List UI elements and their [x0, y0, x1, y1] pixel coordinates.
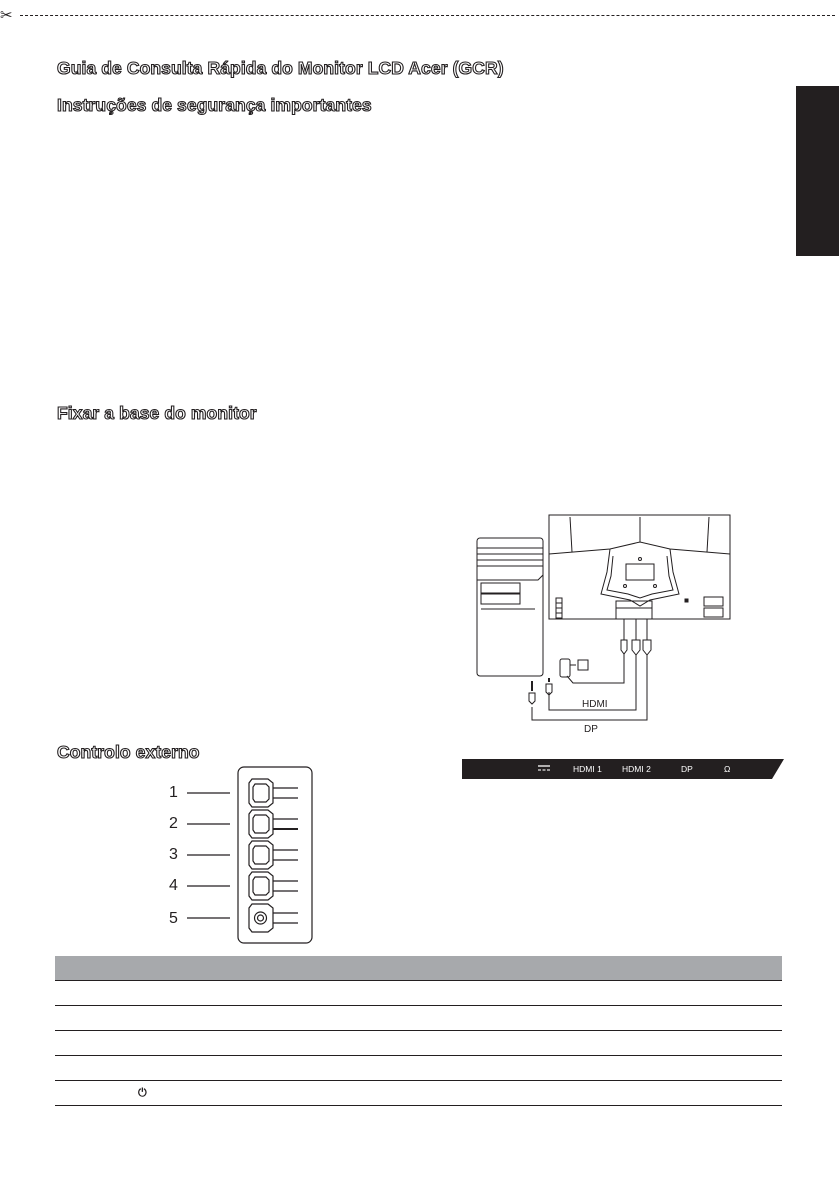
- headphone-icon: Ω: [724, 764, 731, 774]
- monitor-back-illustration: [549, 515, 730, 619]
- hdmi-cable-label: HDMI: [582, 699, 608, 710]
- safety-heading: Instruções de segurança importantes: [57, 95, 372, 115]
- control-button-4: [249, 872, 298, 900]
- function-table: [55, 956, 782, 1106]
- connection-diagram: [470, 512, 732, 742]
- table-row: [55, 1081, 782, 1106]
- port-hdmi-2: HDMI 2: [622, 764, 651, 774]
- table-row: [55, 980, 782, 1006]
- table-row: [55, 1056, 782, 1081]
- button-number-4: 4: [169, 877, 178, 894]
- control-button-2: [249, 810, 298, 838]
- table-header: [55, 956, 782, 980]
- external-control-heading: Controlo externo: [57, 742, 200, 762]
- scissors-icon: ✂: [0, 6, 13, 24]
- button-number-5: 5: [169, 910, 178, 927]
- input-port-bar: [462, 759, 784, 779]
- stand-heading: Fixar a base do monitor: [57, 403, 257, 423]
- button-number-1: 1: [169, 784, 178, 801]
- control-button-1: [249, 779, 298, 807]
- button-number-2: 2: [169, 815, 178, 832]
- port-dp: DP: [681, 764, 693, 774]
- document-title: Guia de Consulta Rápida do Monitor LCD Acer (GCR): [57, 58, 504, 78]
- power-icon: ⏻: [138, 1086, 147, 1099]
- language-side-tab: [796, 86, 839, 256]
- cut-line: [20, 15, 835, 16]
- table-row: [55, 1006, 782, 1031]
- control-button-3: [249, 841, 298, 869]
- control-buttons-illustration: [160, 765, 316, 952]
- button-number-3: 3: [169, 846, 178, 863]
- port-hdmi-1: HDMI 1: [573, 764, 602, 774]
- table-row: [55, 1031, 782, 1056]
- control-button-5: [249, 904, 298, 932]
- dp-cable-label: DP: [584, 724, 598, 735]
